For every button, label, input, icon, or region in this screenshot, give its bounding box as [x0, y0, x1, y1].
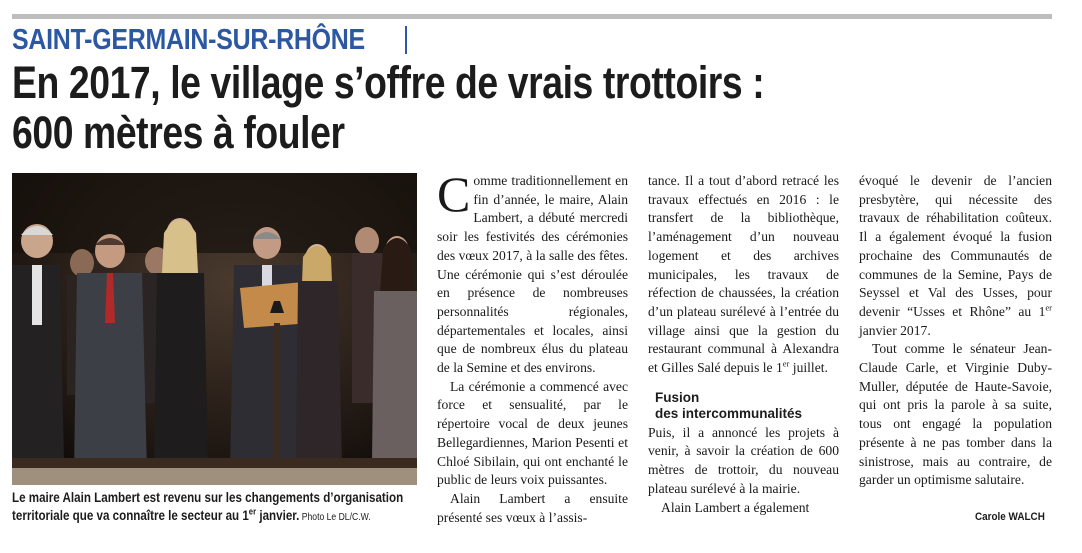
headline-line-2: 600 mètres à fouler — [12, 107, 345, 158]
paragraph-8: Tout comme le sénateur Jean-Claude Carle, et Virginie Duby-Muller, députée de Haute-Savoie, qui ont pris la parole à sa suite, tous ont engagé la population présente à ne pas tomber dans la sinistrose, mais au contraire, de garder un optimisme salutaire. — [859, 341, 1052, 488]
dropcap: C — [437, 166, 471, 222]
paragraph-3: Alain Lambert a ensuite présenté ses vœux à l’assis- — [437, 490, 628, 525]
article-photo — [12, 173, 417, 485]
caption-text-a: Le maire Alain Lambert est revenu sur les changements d’organisation territoriale que va connaître le secteur au 1 — [12, 490, 404, 523]
paragraph-7 — [859, 172, 1052, 340]
kicker-divider — [405, 26, 407, 54]
paragraph-7-text-b: janvier 2017. — [859, 322, 931, 338]
article-column-2 — [648, 172, 839, 517]
byline: Carole WALCH — [975, 511, 1045, 523]
subheading — [655, 390, 839, 422]
headline-line-1: En 2017, le village s’offre de vrais trottoirs : — [12, 57, 765, 108]
photo-credit: Photo Le DL/C.W. — [299, 512, 371, 523]
paragraph-6: Alain Lambert a également — [661, 499, 810, 515]
paragraph-4 — [648, 172, 839, 378]
paragraph-4-sup: er — [782, 358, 790, 369]
paragraph-7-sup: er — [1045, 302, 1052, 313]
caption-sup: er — [248, 506, 257, 517]
article-column-3 — [859, 172, 1052, 490]
paragraph-4-text-b: juillet. — [789, 360, 828, 376]
section-kicker: SAINT-GERMAIN-SUR-RHÔNE — [12, 24, 365, 56]
subheading-line-2: des intercommunalités — [655, 405, 803, 421]
paragraph-4-text-a: tance. Il a tout d’abord retracé les travaux effectués en 2016 : le transfert de la bibliothèque, l’aménagement d’un nouveau logement et des archives municipales, les travaux de réfection de chaussées, la création d’un plateau surélevé à l’entrée du village ainsi que la gestion du restaurant communal à Alexandra et Gilles Salé depuis le 1 — [648, 173, 839, 376]
article-column-1 — [437, 166, 628, 527]
paragraph-1-text: omme traditionnellement en fin d’année, le maire, Alain Lambert, a débuté mercredi soir les festivités des cérémonies des vœux 2017, à la salle des fêtes. Une cérémonie qui s’est déroulée en présence de nombreuses personnalités régionales, départementales et locales, ainsi que de nombreux élus du plateau de la Semine et des environs. — [437, 173, 628, 376]
subheading-line-1: Fusion — [655, 389, 700, 405]
headline — [12, 58, 991, 158]
caption-text-b: janvier. — [256, 508, 300, 523]
paragraph-2: La cérémonie a commencé avec force et sensualité, par le répertoire vocal de deux jeunes Bellegardiennes, Marion Pesenti et Chloé Sibilain, qui ont enchanté le public de leurs voix puissantes. — [437, 378, 628, 488]
top-rule — [12, 14, 1052, 19]
photo-caption — [12, 489, 416, 527]
paragraph-7-text-a: évoqué le devenir de l’ancien presbytère, qui nécessite des travaux de réhabilitation coûteux. Il a également évoqué la fusion prochaine des Communautés de communes de la Semine, Pays de Seyssel et Val des Usses, pour devenir “Usses et Rhône” au 1 — [859, 173, 1052, 319]
paragraph-5: Puis, il a annoncé les projets à venir, à savoir la création de 600 mètres de trottoir, du nouveau plateau surélevé à la mairie. — [648, 424, 839, 496]
paragraph-1 — [437, 166, 628, 378]
